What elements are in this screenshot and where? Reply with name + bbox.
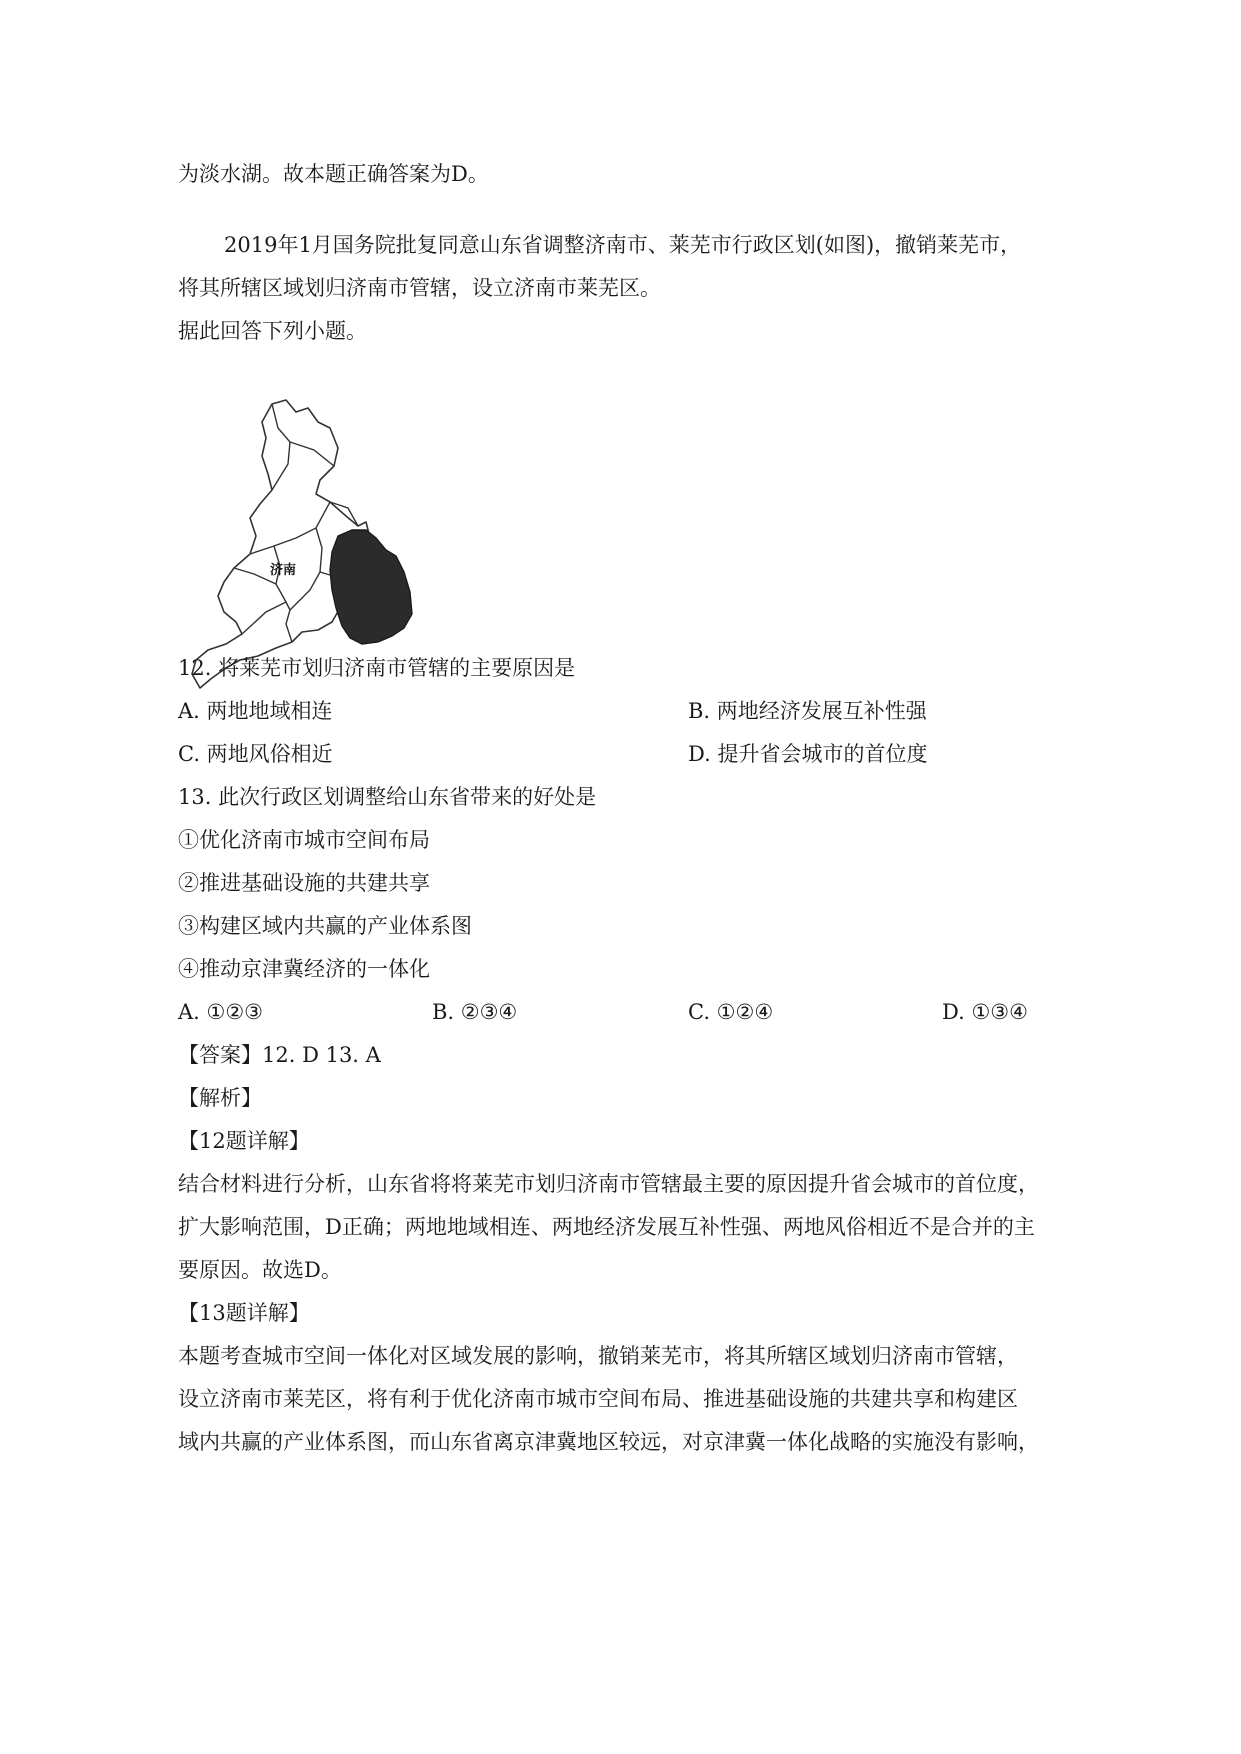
material-paragraph-2: 将其所辖区域划归济南市管辖，设立济南市莱芜区。	[178, 276, 661, 300]
material-paragraph-3: 据此回答下列小题。	[178, 319, 367, 343]
analysis-heading: 【解析】	[178, 1086, 262, 1110]
detail-12-heading: 【12题详解】	[178, 1129, 310, 1153]
map-label-jinan: 济南	[270, 563, 297, 578]
material-paragraph-1: 2019年1月国务院批复同意山东省调整济南市、莱芜市行政区划(如图)，撤销莱芜市，	[224, 233, 1022, 257]
q12-option-a[interactable]: A. 两地地域相连	[178, 699, 333, 723]
laiwu-region	[330, 530, 412, 644]
q13-option-b[interactable]: B. ②③④	[432, 1000, 518, 1024]
question-13: 13. 此次行政区划调整给山东省带来的好处是	[178, 785, 597, 809]
detail-12-text-3: 要原因。故选D。	[178, 1258, 342, 1282]
q13-statement-4: ④推动京津冀经济的一体化	[178, 957, 430, 981]
line-prev-answer: 为淡水湖。故本题正确答案为D。	[178, 162, 489, 186]
detail-13-text-1: 本题考查城市空间一体化对区域发展的影响，撤销莱芜市，将其所辖区域划归济南市管辖，	[178, 1344, 1018, 1368]
q13-statement-2: ②推进基础设施的共建共享	[178, 871, 430, 895]
detail-12-text-1: 结合材料进行分析，山东省将将莱芜市划归济南市管辖最主要的原因提升省会城市的首位度，	[178, 1172, 1039, 1196]
detail-13-heading: 【13题详解】	[178, 1301, 310, 1325]
q12-option-c[interactable]: C. 两地风俗相近	[178, 742, 333, 766]
detail-13-text-3: 域内共赢的产业体系图，而山东省离京津冀地区较远，对京津冀一体化战略的实施没有影响，	[178, 1430, 1039, 1454]
q13-option-c[interactable]: C. ①②④	[688, 1000, 774, 1024]
q13-statement-3: ③构建区域内共赢的产业体系图	[178, 914, 472, 938]
q12-option-b[interactable]: B. 两地经济发展互补性强	[688, 699, 927, 723]
jinan-laiwu-map	[190, 398, 480, 690]
answer-line: 【答案】12. D 13. A	[178, 1043, 381, 1067]
q13-option-a[interactable]: A. ①②③	[178, 1000, 263, 1024]
q13-statement-1: ①优化济南市城市空间布局	[178, 828, 430, 852]
question-12: 12. 将莱芜市划归济南市管辖的主要原因是	[178, 656, 576, 680]
q12-option-d[interactable]: D. 提升省会城市的首位度	[688, 742, 928, 766]
detail-13-text-2: 设立济南市莱芜区，将有利于优化济南市城市空间布局、推进基础设施的共建共享和构建区	[178, 1387, 1018, 1411]
q13-option-d[interactable]: D. ①③④	[942, 1000, 1028, 1024]
detail-12-text-2: 扩大影响范围，D正确；两地地域相连、两地经济发展互补性强、两地风俗相近不是合并的主	[178, 1215, 1035, 1239]
